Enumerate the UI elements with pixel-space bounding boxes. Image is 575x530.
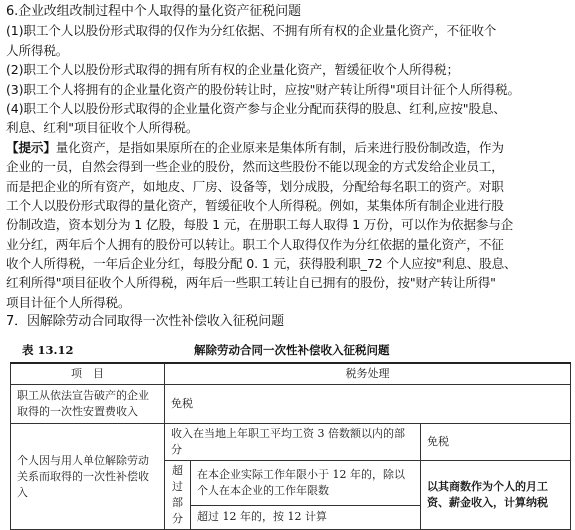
- table-row: [11, 385, 571, 424]
- item-4-line-2: 利息、红利"项目征收个人所得税。: [6, 120, 199, 136]
- section-6-title: 6.企业改组改制过程中个人取得的量化资产征税问题: [6, 4, 301, 19]
- row2-sub2-treatment: 以其商数作为个人的月工资、薪金收入，计算纳税: [421, 461, 571, 530]
- excess-label: 超过部分: [165, 461, 191, 530]
- item-4-line-1: (4)职工个人以股份形式取得的企业量化资产参与企业分配而获得的股息、红利,应按"股息、: [6, 100, 506, 116]
- tip-line-5: 份制改造，资本划分为 1 亿股，每股 1 元，在册职工每人取得 1 万份，可以作为依据参与企: [6, 217, 514, 233]
- text-body: [6, 2, 572, 332]
- item-2: (2)职工个人以股份形式取得的拥有所有权的企业量化资产，暂缓征收个人所得税；: [6, 62, 459, 78]
- item-3: (3)职工个人将拥有的企业量化资产的股份转让时，应按"财产转让所得"项目计征个人所得税。: [6, 81, 520, 97]
- tip-line-4: 工个人以股份形式取得的量化资产，暂缓征收个人所得税。例如，某集体所有制企业进行股: [6, 197, 504, 213]
- row2-sub2-condition: 在本企业实际工作年限小于 12 年的，除以个人在本企业的工作年限数: [191, 461, 421, 506]
- header-item: 项 目: [11, 363, 165, 385]
- tip-line-1: [6, 138, 572, 157]
- row2-sub3-condition: 超过 12 年的，按 12 计算: [191, 505, 421, 529]
- tip-line-7: 收个人所得税，一年后企业分红，每股分配 0. 1 元，获得股利职_72 个人应按"利息、股息、: [6, 256, 517, 272]
- row1-item: 职工从依法宣告破产的企业取得的一次性安置费收入: [11, 385, 165, 424]
- item-1-line-1: (1)职工个人以股份形式取得的仅作为分红依据、不拥有所有权的企业量化资产，不征收个: [6, 23, 497, 39]
- row2-sub1-treatment: 免税: [421, 424, 571, 461]
- tip-line-8: 红利所得"项目征收个人所得税，两年后一些职工转让自已拥有的股份，按"财产转让所得": [6, 275, 496, 291]
- tax-treatment-table: [10, 362, 571, 530]
- row1-treatment: 免税: [165, 385, 571, 424]
- row2-sub1-condition: 收入在当地上年职工平均工资 3 倍数额以内的部分: [165, 424, 421, 461]
- item-1-line-2: 人所得税。: [6, 42, 69, 58]
- tip-label: 【提示】: [6, 139, 56, 155]
- table-number: 表 13.12: [22, 343, 74, 357]
- row2-item: 个人因与用人单位解除劳动关系而取得的一次性补偿收入: [11, 424, 165, 530]
- table-row: [11, 424, 571, 461]
- tip-line-3: 而是把企业的所有资产，如地皮、厂房、设备等，划分成股，分配给每名职工的资产。对职: [6, 178, 504, 194]
- table-title: 解除劳动合同一次性补偿收入征税问题: [194, 343, 390, 357]
- tip-line-9: 项目计征个人所得税。: [6, 294, 131, 310]
- tip-text: 量化资产，是指如果原所在的企业原来是集体所有制，后来进行股份制改造，作为: [55, 139, 504, 155]
- table-caption: [16, 340, 564, 360]
- header-treatment: 税务处理: [165, 363, 571, 385]
- tip-line-2: 企业的一员，自然会得到一些企业的股份，然而这些股份不能以现金的方式发给企业员工，: [6, 159, 504, 175]
- section-7-title: 7．因解除劳动合同取得一次性补偿收入征税问题: [6, 314, 284, 330]
- table-header-row: [11, 363, 571, 385]
- tip-line-6: 业分红，两年后个人拥有的股份可以转让。职工个人取得仅作为分红依据的量化资产，不征: [6, 236, 504, 252]
